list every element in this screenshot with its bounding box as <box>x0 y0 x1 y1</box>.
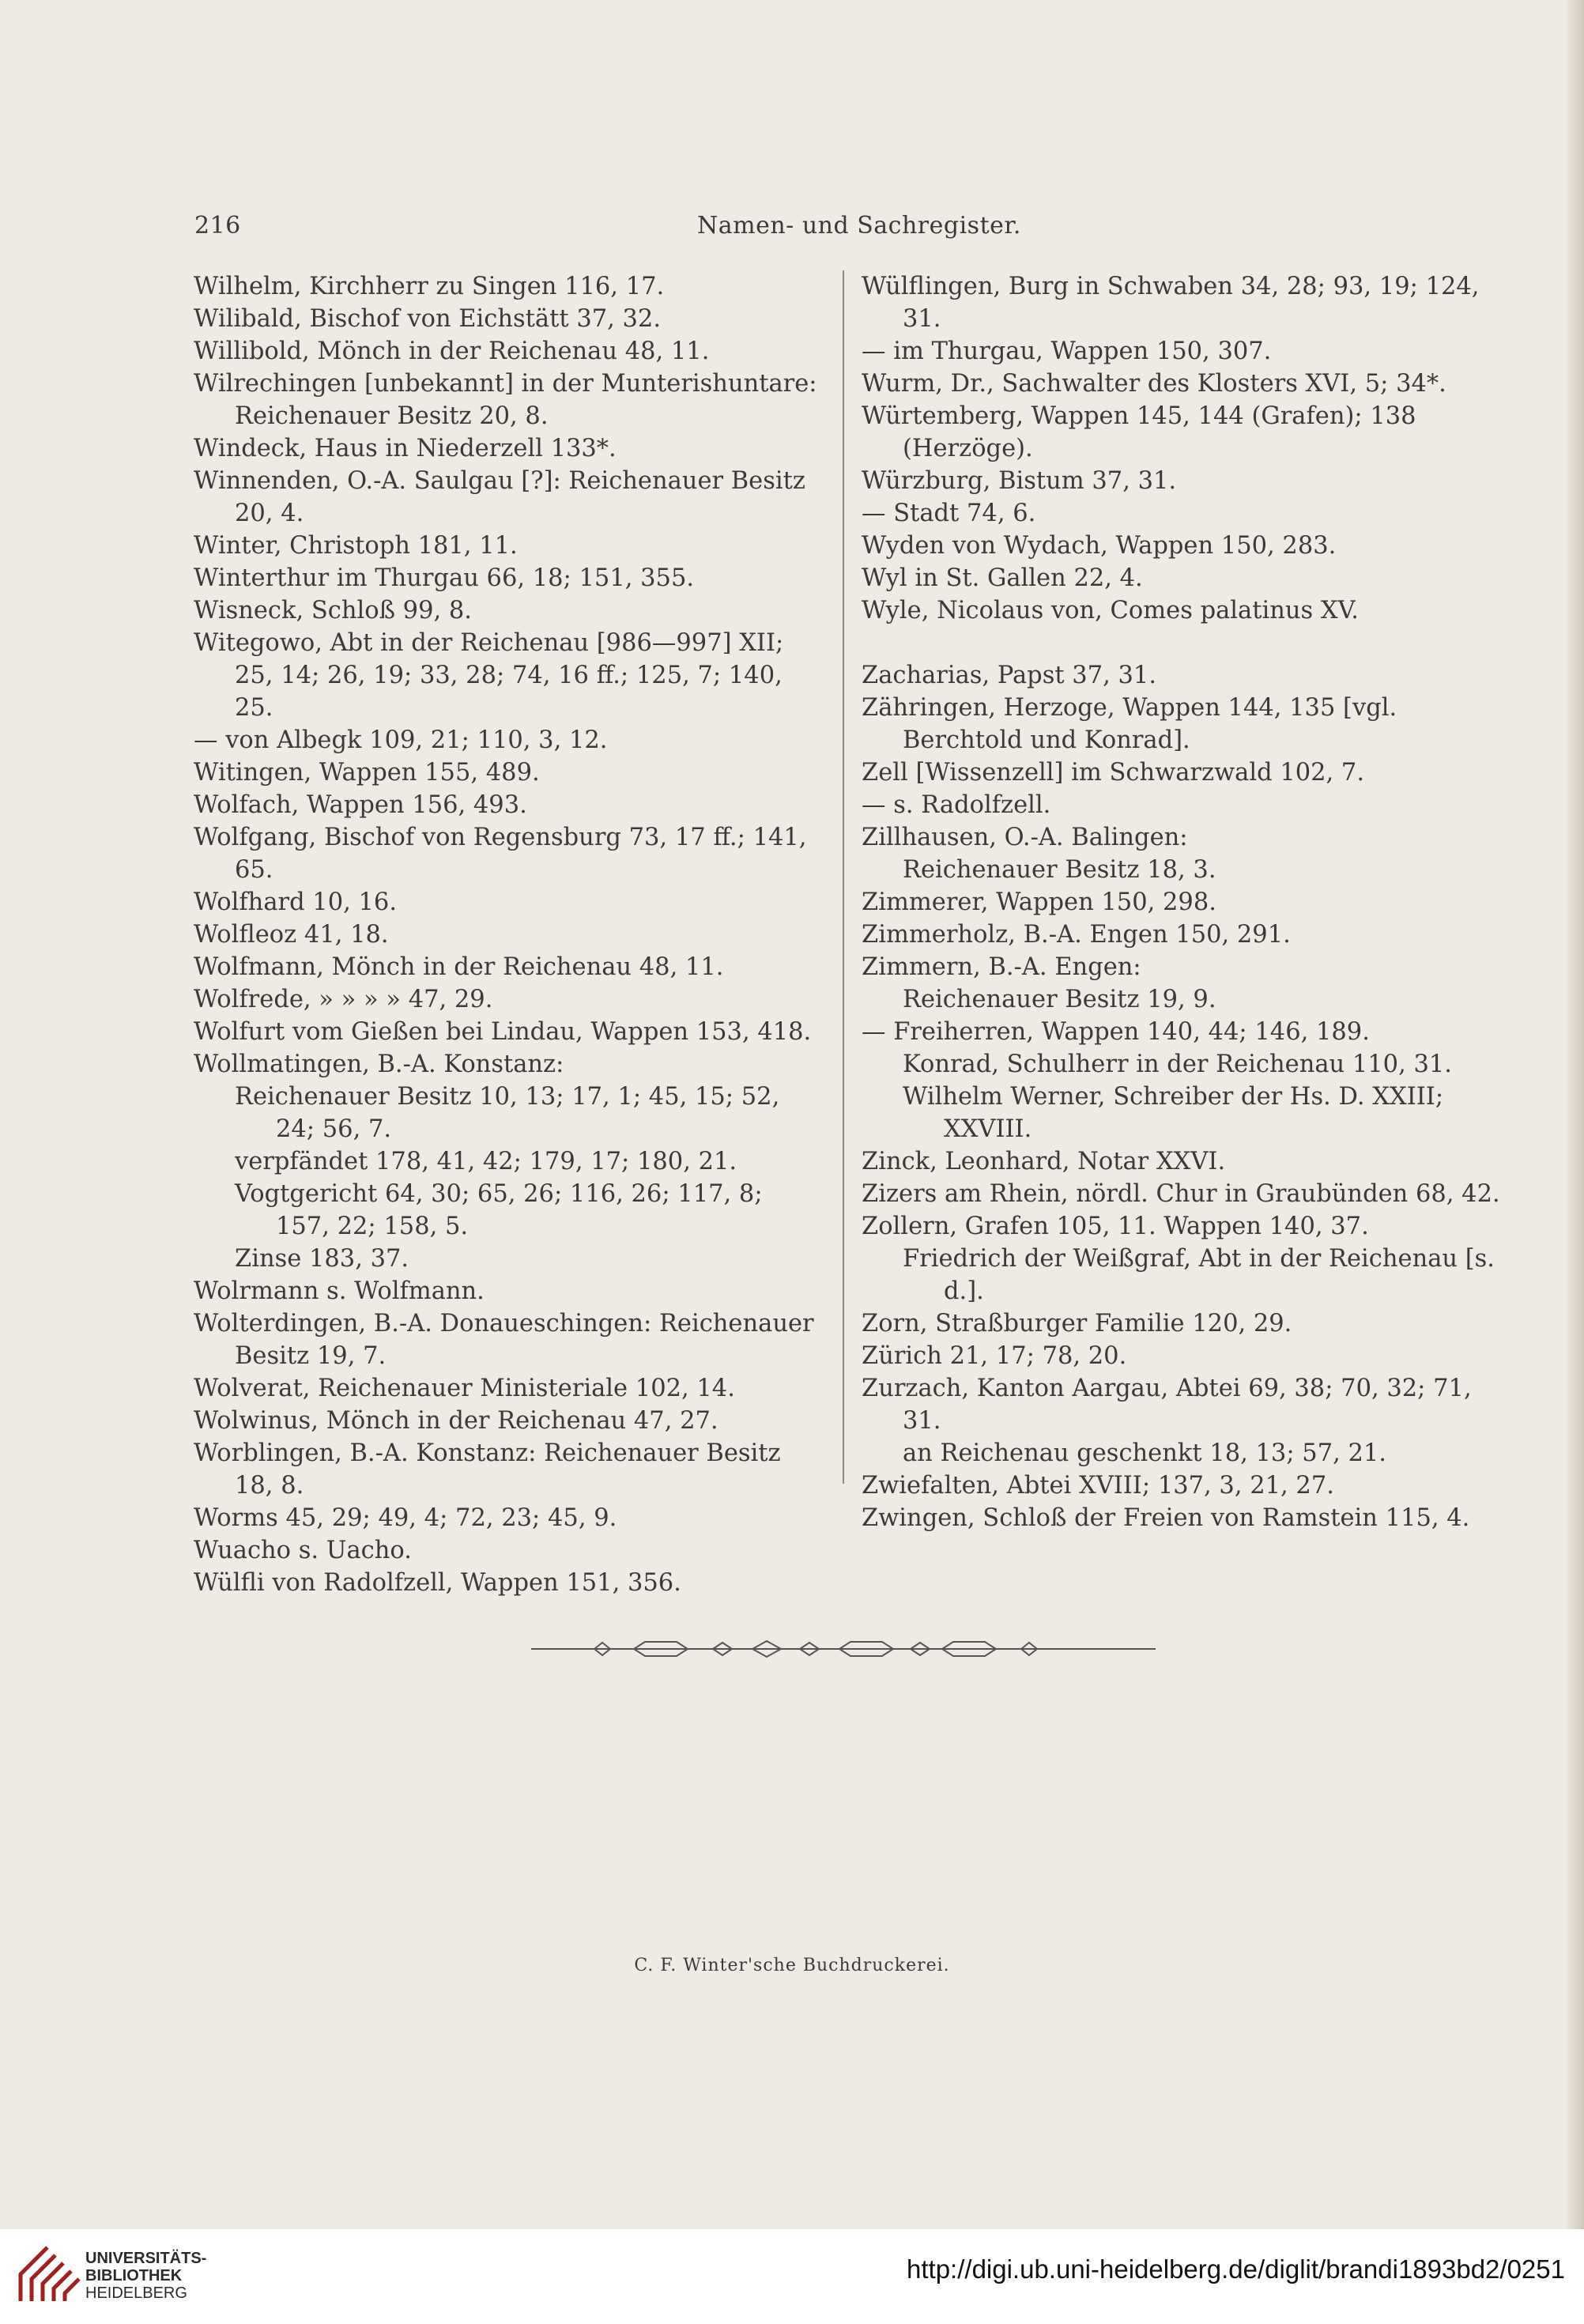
index-entry: Vogtgericht 64, 30; 65, 26; 116, 26; 117, 8; 157, 22; 158, 5. <box>235 1180 763 1240</box>
index-entry: Wyden von Wydach, Wappen 150, 283. <box>862 532 1337 560</box>
index-entry: Worms 45, 29; 49, 4; 72, 23; 45, 9. <box>194 1504 617 1532</box>
index-entry: Wolwinus, Mönch in der Reichenau 47, 27. <box>194 1407 718 1435</box>
index-entry: Wolfrede, » » » » 47, 29. <box>194 986 493 1013</box>
index-entry: Konrad, Schulherr in der Reichenau 110, 31. <box>903 1051 1452 1078</box>
index-entry: Zinck, Leonhard, Notar XXVI. <box>862 1148 1226 1175</box>
index-entry: Zürich 21, 17; 78, 20. <box>862 1342 1127 1370</box>
index-entry: Zwiefalten, Abtei XVIII; 137, 3, 21, 27. <box>862 1472 1334 1500</box>
index-entry: Würzburg, Bistum 37, 31. <box>862 467 1177 495</box>
index-entry: Wolterdingen, B.-A. Donaueschingen: Reichenauer Besitz 19, 7. <box>194 1310 814 1370</box>
index-entry: Worblingen, B.-A. Konstanz: Reichenauer Besitz 18, 8. <box>194 1439 781 1500</box>
index-entry: Zinse 183, 37. <box>235 1245 409 1273</box>
index-entry: Würtemberg, Wappen 145, 144 (Grafen); 138 (Herzöge). <box>862 402 1416 462</box>
index-entry: verpfändet 178, 41, 42; 179, 17; 180, 21. <box>235 1148 737 1175</box>
index-entry: Wilhelm Werner, Schreiber der Hs. D. XXIII; XXVIII. <box>903 1083 1444 1143</box>
index-entry: Zillhausen, O.-A. Balingen: <box>862 824 1188 851</box>
index-entry: — Freiherren, Wappen 140, 44; 146, 189. <box>862 1018 1370 1046</box>
running-title: Namen- und Sachregister. <box>697 212 1021 240</box>
index-entry: Wülfli von Radolfzell, Wappen 151, 356. <box>194 1569 681 1597</box>
index-entry: Wolfhard 10, 16. <box>194 888 398 916</box>
logo-line-2: BIBLIOTHEK <box>85 2267 183 2284</box>
index-entry: Reichenauer Besitz 18, 3. <box>903 856 1216 884</box>
index-entry: Zimmerer, Wappen 150, 298. <box>862 888 1216 916</box>
index-entry: Wilibald, Bischof von Eichstätt 37, 32. <box>194 305 662 333</box>
index-column-right <box>862 270 1508 1534</box>
page-number: 216 <box>194 212 241 240</box>
index-entry: — von Albegk 109, 21; 110, 3, 12. <box>194 726 608 754</box>
index-entry: Zähringen, Herzoge, Wappen 144, 135 [vgl. Berchtold und Konrad]. <box>862 694 1397 754</box>
page-edge-shadow <box>1567 0 1584 2229</box>
index-entry: Winter, Christoph 181, 11. <box>194 532 518 560</box>
index-entry: Wolrmann s. Wolfmann. <box>194 1277 485 1305</box>
index-entry: Reichenauer Besitz 10, 13; 17, 1; 45, 15; 52, 24; 56, 7. <box>235 1083 780 1143</box>
index-entry: Wyle, Nicolaus von, Comes palatinus XV. <box>862 597 1359 624</box>
index-entry: Zimmern, B.-A. Engen: <box>862 953 1141 981</box>
index-entry: Wülflingen, Burg in Schwaben 34, 28; 93, 19; 124, 31. <box>862 273 1480 333</box>
end-ornament <box>531 1635 1156 1663</box>
index-column-left <box>194 270 818 1599</box>
index-entry: — im Thurgau, Wappen 150, 307. <box>862 338 1272 365</box>
index-entry: Willibold, Mönch in der Reichenau 48, 11. <box>194 338 710 365</box>
index-entry: Winnenden, O.-A. Saulgau [?]: Reichenauer Besitz 20, 4. <box>194 467 805 527</box>
index-entry: Witingen, Wappen 155, 489. <box>194 759 540 787</box>
index-entry: Zizers am Rhein, nördl. Chur in Graubünden 68, 42. <box>862 1180 1500 1208</box>
index-entry: Windeck, Haus in Niederzell 133*. <box>194 435 617 462</box>
index-entry: an Reichenau geschenkt 18, 13; 57, 21. <box>903 1439 1386 1467</box>
index-entry: Wolfurt vom Gießen bei Lindau, Wappen 153, 418. <box>194 1018 812 1046</box>
index-entry: Zacharias, Papst 37, 31. <box>862 662 1157 689</box>
document-url-link[interactable]: http://digi.ub.uni-heidelberg.de/diglit/brandi1893bd2/0251 <box>907 2254 1565 2284</box>
index-entry: — Stadt 74, 6. <box>862 500 1036 527</box>
logo-line-3: HEIDELBERG <box>85 2284 187 2302</box>
library-logo-text <box>85 2250 206 2302</box>
index-entry: Wolverat, Reichenauer Ministeriale 102, 14. <box>194 1375 735 1402</box>
index-entry: Winterthur im Thurgau 66, 18; 151, 355. <box>194 564 695 592</box>
index-entry: Zell [Wissenzell] im Schwarzwald 102, 7. <box>862 759 1365 787</box>
index-entry: Wolfmann, Mönch in der Reichenau 48, 11. <box>194 953 724 981</box>
logo-line-1: UNIVERSITÄTS- <box>85 2250 207 2267</box>
index-entry: Wolfleoz 41, 18. <box>194 921 389 949</box>
index-entry: Wuacho s. Uacho. <box>194 1537 412 1564</box>
index-entry: — s. Radolfzell. <box>862 791 1051 819</box>
page-header <box>158 212 1502 250</box>
index-entry: Wollmatingen, B.-A. Konstanz: <box>194 1051 564 1078</box>
index-entry: Zimmerholz, B.-A. Engen 150, 291. <box>862 921 1291 949</box>
index-entry: Wolfgang, Bischof von Regensburg 73, 17 ff.; 141, 65. <box>194 824 807 884</box>
index-entry: Wilhelm, Kirchherr zu Singen 116, 17. <box>194 273 665 300</box>
index-entry: Zorn, Straßburger Familie 120, 29. <box>862 1310 1292 1337</box>
index-entry: Friedrich der Weißgraf, Abt in der Reichenau [s. d.]. <box>903 1245 1495 1305</box>
index-entry: Wolfach, Wappen 156, 493. <box>194 791 527 819</box>
index-entry: Zwingen, Schloß der Freien von Ramstein 115, 4. <box>862 1504 1470 1532</box>
index-entry: Zurzach, Kanton Aargau, Abtei 69, 38; 70, 32; 71, 31. <box>862 1375 1472 1435</box>
index-entry: Wyl in St. Gallen 22, 4. <box>862 564 1143 592</box>
column-divider <box>843 270 844 1484</box>
index-entry: Witegowo, Abt in der Reichenau [986—997] XII; 25, 14; 26, 19; 33, 28; 74, 16 ff.; 125, 7; 140, 25. <box>194 629 784 722</box>
index-entry: Reichenauer Besitz 19, 9. <box>903 986 1216 1013</box>
printer-imprint: C. F. Winter'sche Buchdruckerei. <box>634 1956 950 1975</box>
index-entry: Wilrechingen [unbekannt] in der Munterishuntare: Reichenauer Besitz 20, 8. <box>194 370 817 430</box>
index-entry: Wisneck, Schloß 99, 8. <box>194 597 472 624</box>
index-entry: Zollern, Grafen 105, 11. Wappen 140, 37. <box>862 1213 1369 1240</box>
index-entry: Wurm, Dr., Sachwalter des Klosters XVI, 5; 34*. <box>862 370 1446 398</box>
